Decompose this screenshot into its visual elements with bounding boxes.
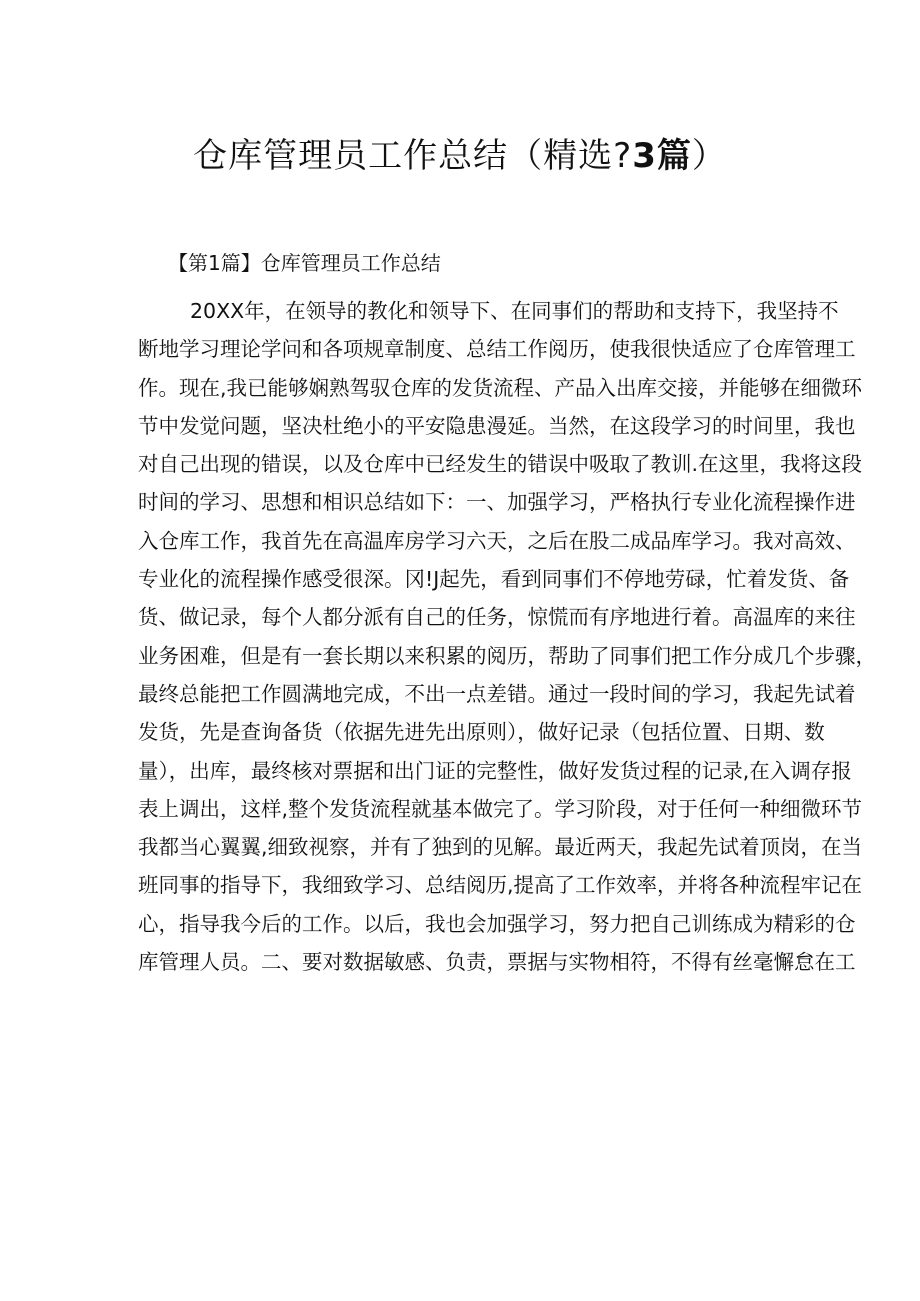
body-line: 专业化的流程操作感受很深。冈!J起先，看到同事们不停地劳碌，忙着发货、备 xyxy=(138,567,850,592)
body-line: 作。现在,我已能够娴熟驾驭仓库的发货流程、产品入出库交接，并能够在细微环 xyxy=(138,375,863,400)
body-line: 业务困难，但是有一套长期以来积累的阅历，帮助了同事们把工作分成几个步骤， xyxy=(138,643,876,668)
body-line: 入仓库工作，我首先在高温库房学习六天，之后在股二成品库学习。我对高效、 xyxy=(138,528,856,553)
title-suffix: ） xyxy=(691,136,727,176)
body-line: 节中发觉问题，坚决杜绝小的平安隐患漫延。当然，在这段学习的时间里，我也 xyxy=(138,413,856,438)
section-heading: 【第1篇】仓库管理员工作总结 xyxy=(168,251,441,275)
body-line: 断地学习理论学问和各项规章制度、总结工作阅历，使我很快适应了仓库管理工 xyxy=(138,337,856,362)
body-line: 量），出库，最终核对票据和出门证的完整性，做好发货过程的记录,在入调存报 xyxy=(138,758,852,783)
title-number: 3篇 xyxy=(632,136,692,176)
body-line: 20XX年，在领导的教化和领导下、在同事们的帮助和支持下，我坚持不 xyxy=(190,299,839,323)
title-prefix: 仓库管理员工作总结（精选? xyxy=(193,136,633,176)
body-line: 表上调出，这样,整个发货流程就基本做完了。学习阶段，对于任何一种细微环节 xyxy=(138,796,863,821)
body-line: 对自己出现的错误，以及仓库中已经发生的错误中吸取了教训.在这里，我将这段 xyxy=(138,452,863,477)
body-line: 我都当心翼翼,细致视察，并有了独到的见解。最近两天，我起先试着顶岗，在当 xyxy=(138,835,863,860)
body-line: 心，指导我今后的工作。以后，我也会加强学习，努力把自己训练成为精彩的仓 xyxy=(138,911,856,936)
body-line: 发货，先是查询备货（依据先进先出原则），做好记录（包括位置、日期、数 xyxy=(138,720,825,745)
body-line: 时间的学习、思想和相识总结如下：一、加强学习，严格执行专业化流程操作进 xyxy=(138,490,856,515)
body-line: 班同事的指导下，我细致学习、总结阅历,提高了工作效率，并将各种流程牢记在 xyxy=(138,873,863,898)
body-line: 货、做记录，每个人都分派有自己的任务，惊慌而有序地进行着。高温库的来往 xyxy=(138,605,856,630)
body-line: 库管理人员。二、要对数据敏感、负责，票据与实物相符，不得有丝毫懈怠在工 xyxy=(138,950,856,975)
document-title xyxy=(0,130,920,182)
body-line: 最终总能把工作圆满地完成，不出一点差错。通过一段时间的学习，我起先试着 xyxy=(138,681,856,706)
body-paragraph xyxy=(138,292,876,981)
